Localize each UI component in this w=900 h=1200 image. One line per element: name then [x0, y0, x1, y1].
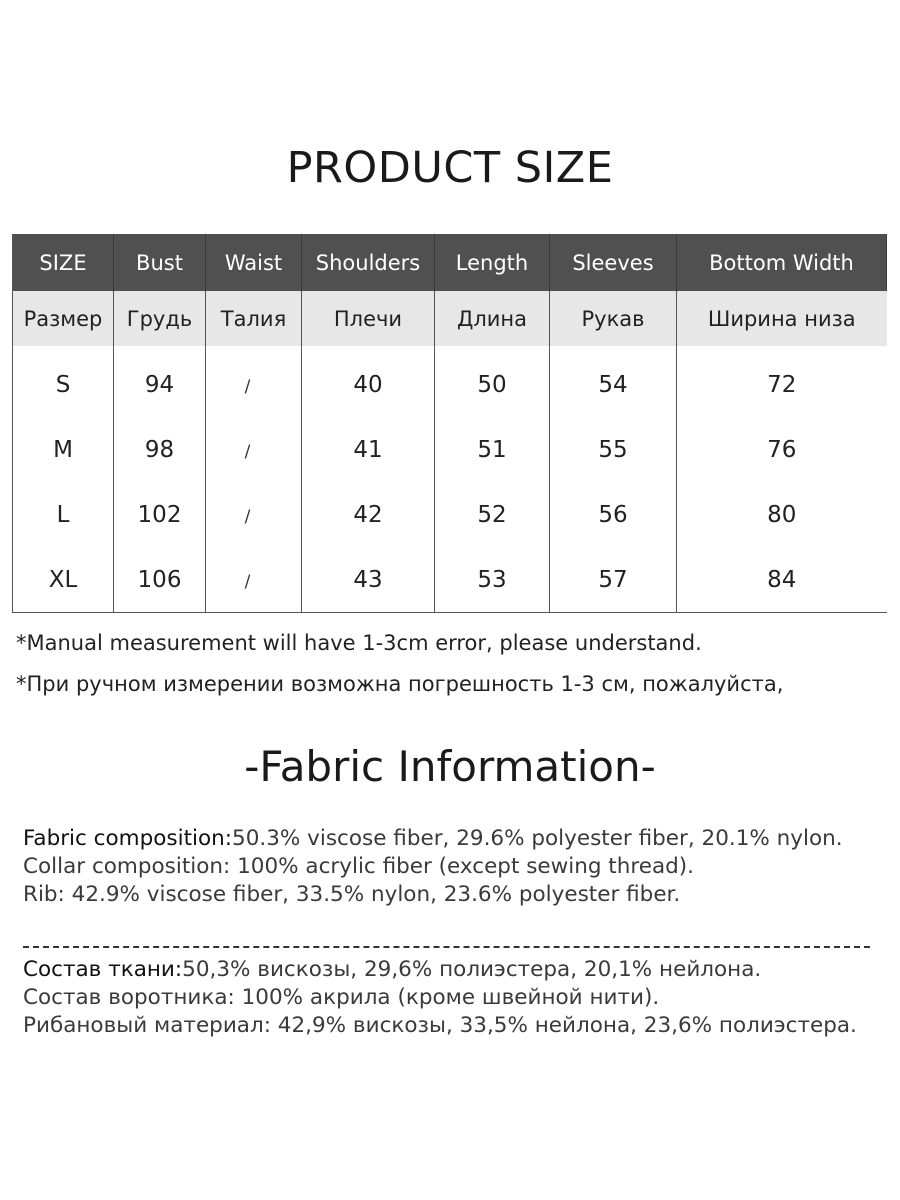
cell-shoulders: 40 [302, 346, 435, 417]
cell-shoulders: 41 [302, 417, 435, 482]
fabric-composition-value: 50.3% viscose fiber, 29.6% polyester fiber, 20.1% nylon. [232, 826, 843, 851]
header-waist: Waist [206, 234, 302, 291]
cell-bust: 98 [114, 417, 206, 482]
measurement-note-en: *Manual measurement will have 1-3cm error, please understand. [16, 631, 702, 655]
cell-shoulders: 43 [302, 547, 435, 613]
header-waist-ru: Талия [206, 291, 302, 346]
table-header-row-en [13, 234, 887, 291]
cell-waist: / [206, 417, 302, 482]
table-row [13, 417, 887, 482]
cell-size: S [13, 346, 114, 417]
table-row [13, 482, 887, 547]
size-table [12, 234, 887, 613]
cell-bottom-width: 72 [767, 371, 797, 398]
cell-bottom-width: 76 [767, 436, 797, 463]
fabric-info-ru [23, 956, 873, 1040]
rib-composition-en: Rib: 42.9% viscose fiber, 33.5% nylon, 23.6% polyester fiber. [23, 882, 681, 907]
fabric-composition-en [23, 825, 873, 853]
fabric-composition-label: Fabric composition: [23, 826, 233, 851]
header-length-ru: Длина [435, 291, 550, 346]
fabric-composition-ru [23, 956, 873, 984]
cell-bust: 94 [114, 346, 206, 417]
divider [23, 946, 870, 948]
cell-bust: 106 [114, 547, 206, 613]
measurement-note-ru: *При ручном измерении возможна погрешность 1-3 см, пожалуйста, [16, 672, 784, 696]
header-sleeves-ru: Рукав [550, 291, 677, 346]
fabric-title: -Fabric Information- [244, 742, 656, 791]
cell-sleeves: 55 [550, 417, 677, 482]
fabric-info-en [23, 825, 873, 909]
header-bust-ru: Грудь [114, 291, 206, 346]
header-size: SIZE [13, 234, 114, 291]
collar-composition-en: Collar composition: 100% acrylic fiber (except sewing thread). [23, 854, 695, 879]
rib-composition-ru: Рибановый материал: 42,9% вискозы, 33,5% нейлона, 23,6% полиэстера. [23, 1013, 857, 1038]
cell-length: 51 [435, 417, 550, 482]
cell-bust: 102 [114, 482, 206, 547]
cell-size: XL [13, 547, 114, 613]
cell-length: 52 [435, 482, 550, 547]
cell-sleeves: 56 [550, 482, 677, 547]
table-header-row-ru [13, 291, 887, 346]
cell-size: L [13, 482, 114, 547]
header-length: Length [435, 234, 550, 291]
header-bottom-width: Bottom Width [677, 234, 887, 291]
header-sleeves: Sleeves [550, 234, 677, 291]
cell-size: M [13, 417, 114, 482]
cell-waist: / [206, 482, 302, 547]
fabric-composition-value-ru: 50,3% вискозы, 29,6% полиэстера, 20,1% нейлона. [182, 957, 762, 982]
cell-waist: / [206, 346, 302, 417]
cell-length: 53 [435, 547, 550, 613]
cell-shoulders: 42 [302, 482, 435, 547]
cell-bottom-width: 80 [767, 501, 797, 528]
fabric-composition-label-ru: Состав ткани: [23, 957, 183, 982]
table-row [13, 346, 887, 417]
header-bust: Bust [114, 234, 206, 291]
collar-composition-ru: Состав воротника: 100% акрила (кроме швейной нити). [23, 985, 660, 1010]
cell-waist: / [206, 547, 302, 613]
cell-length: 50 [435, 346, 550, 417]
header-shoulders-ru: Плечи [302, 291, 435, 346]
table-row [13, 547, 887, 613]
cell-bottom-width: 84 [677, 547, 887, 613]
cell-sleeves: 57 [550, 547, 677, 613]
header-size-ru: Размер [13, 291, 114, 346]
cell-sleeves: 54 [550, 346, 677, 417]
page-title: PRODUCT SIZE [286, 143, 614, 193]
header-bottom-width-ru: Ширина низа [677, 291, 887, 346]
header-shoulders: Shoulders [302, 234, 435, 291]
